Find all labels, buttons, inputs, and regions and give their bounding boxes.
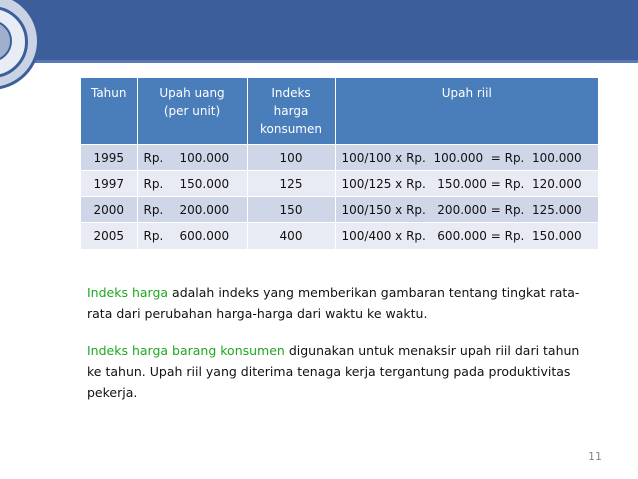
wage-table [81, 78, 598, 249]
paragraph-indeks-harga: Indeks harga adalah indeks yang memberikan gambaran tentang tingkat rata- rata dari perubahan harga-harga dari waktu ke waktu. [87, 285, 580, 321]
cell-index: 100 [247, 145, 335, 171]
cell-real-wage: 100/125 x Rp. 150.000 = Rp. 120.000 [335, 171, 598, 197]
cell-wage: Rp. 100.000 [137, 145, 247, 171]
cell-year: 1995 [81, 145, 137, 171]
cell-wage: Rp. 600.000 [137, 223, 247, 249]
header-bar [0, 0, 638, 60]
table-row [81, 197, 598, 223]
cell-index: 125 [247, 171, 335, 197]
table-row [81, 145, 598, 171]
cell-index: 150 [247, 197, 335, 223]
cell-year: 2000 [81, 197, 137, 223]
cell-wage: Rp. 150.000 [137, 171, 247, 197]
header-upah-riil: Upah riil [335, 78, 598, 145]
cell-year: 2005 [81, 223, 137, 249]
table-header-row [81, 78, 598, 145]
header-upah-uang: Upah uang (per unit) [137, 78, 247, 145]
header-accent-line [0, 60, 638, 63]
page-number: 11 [588, 450, 602, 463]
cell-real-wage: 100/100 x Rp. 100.000 = Rp. 100.000 [335, 145, 598, 171]
header-tahun: Tahun [81, 78, 137, 145]
header-indeks: Indeks harga konsumen [247, 78, 335, 145]
table-row [81, 223, 598, 249]
term-indeks-harga: Indeks harga [87, 285, 169, 300]
paragraph-indeks-konsumen: Indeks harga barang konsumen digunakan untuk menaksir upah riil dari tahun ke tahun. Upah riil yang diterima tenaga kerja tergantung pada produktivitas pekerja. [87, 343, 580, 400]
cell-year: 1997 [81, 171, 137, 197]
cell-real-wage: 100/400 x Rp. 600.000 = Rp. 150.000 [335, 223, 598, 249]
term-indeks-harga-konsumen: Indeks harga barang konsumen [87, 343, 285, 358]
table-row [81, 171, 598, 197]
cell-wage: Rp. 200.000 [137, 197, 247, 223]
cell-real-wage: 100/150 x Rp. 200.000 = Rp. 125.000 [335, 197, 598, 223]
cell-index: 400 [247, 223, 335, 249]
